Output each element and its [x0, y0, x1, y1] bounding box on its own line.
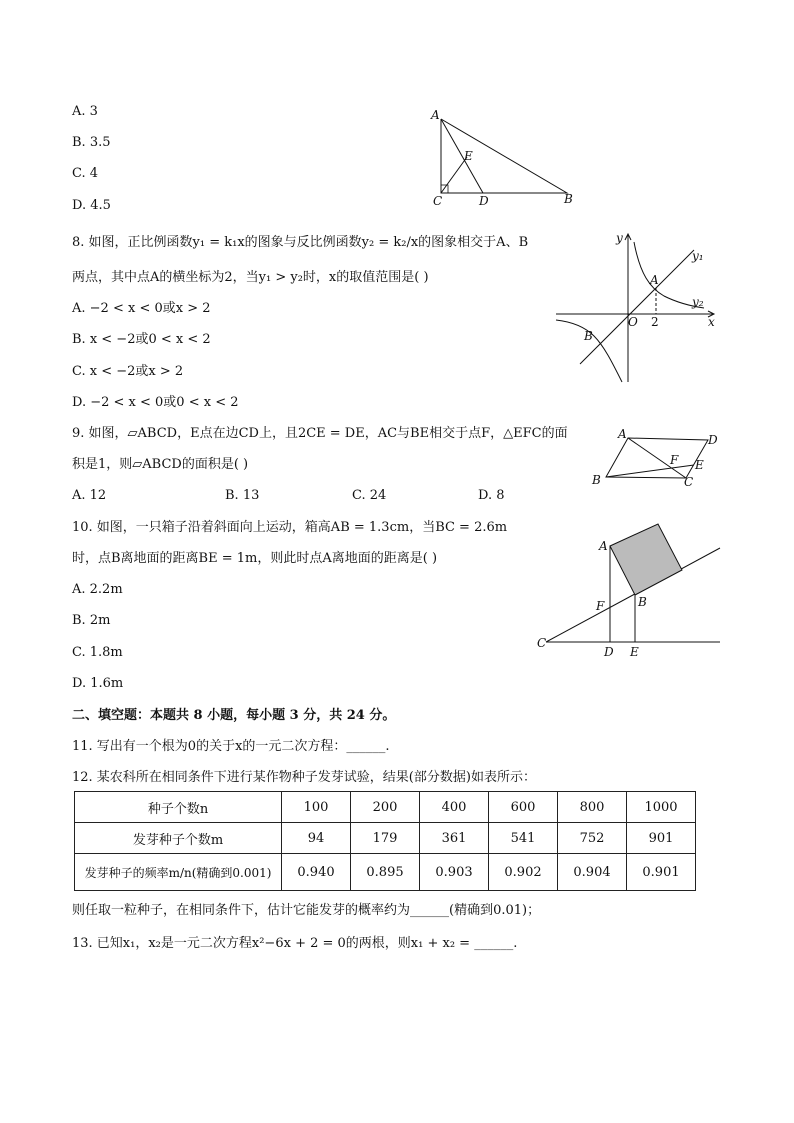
q10-slope-figure [532, 518, 722, 660]
q12-question: 则任取一粒种子，在相同条件下，估计它能发芽的概率约为______(精确到0.01)； [72, 903, 541, 918]
q12-stem: 12. 某农科所在相同条件下进行某作物种子发芽试验，结果(部分数据)如表所示： [72, 770, 536, 785]
table-cell: 901 [627, 823, 696, 854]
q10-option-b: B. 2m [72, 613, 111, 628]
q9-label-e: E [695, 458, 704, 472]
q9-label-d: D [708, 433, 718, 447]
table-cell: 800 [558, 792, 627, 823]
q7-label-a: A [431, 108, 440, 122]
q8-label-tick-2: 2 [651, 315, 659, 329]
q8-label-y2: y₂ [692, 295, 704, 309]
table-cell: 发芽种子个数m [75, 823, 282, 854]
q10-label-b: B [638, 595, 647, 609]
q8-axis-x-label: x [708, 315, 715, 329]
table-cell: 种子个数n [75, 792, 282, 823]
q9-option-d: D. 8 [478, 488, 505, 503]
q7-option-b: B. 3.5 [72, 135, 111, 150]
q7-triangle-figure [425, 105, 585, 210]
q10-label-c: C [537, 636, 547, 650]
q10-stem-line1: 10. 如图，一只箱子沿着斜面向上运动，箱高AB = 1.3cm，当BC = 2.6m [72, 520, 508, 535]
q8-label-origin: O [628, 315, 638, 329]
q8-label-b: B [584, 329, 593, 343]
q9-option-a: A. 12 [72, 488, 107, 503]
q10-label-d: D [604, 645, 614, 659]
q8-label-a: A [650, 273, 659, 287]
q9-stem-line2: 积是1，则▱ABCD的面积是( ) [72, 457, 249, 472]
q12-germination-table [74, 791, 696, 891]
q7-option-c: C. 4 [72, 166, 99, 181]
table-cell: 94 [282, 823, 351, 854]
q9-label-f: F [670, 453, 679, 467]
q7-label-e: E [464, 149, 473, 163]
q8-option-c: C. x < −2或x > 2 [72, 364, 184, 379]
table-cell: 0.903 [420, 854, 489, 891]
table-cell: 400 [420, 792, 489, 823]
q7-option-a: A. 3 [72, 104, 98, 119]
table-cell: 1000 [627, 792, 696, 823]
table-row [75, 823, 696, 854]
table-cell: 0.940 [282, 854, 351, 891]
q10-stem-line2: 时，点B离地面的距离BE = 1m，则此时点A离地面的距离是( ) [72, 551, 438, 566]
q8-axis-y-label: y [616, 231, 623, 245]
q9-label-c: C [684, 475, 694, 489]
table-cell: 179 [351, 823, 420, 854]
q9-label-b: B [592, 473, 601, 487]
q7-label-c: C [433, 194, 443, 208]
q10-label-a: A [599, 539, 608, 553]
q8-option-a: A. −2 < x < 0或x > 2 [72, 301, 211, 316]
table-cell: 0.902 [489, 854, 558, 891]
q9-option-c: C. 24 [352, 488, 387, 503]
q13-stem: 13. 已知x₁，x₂是一元二次方程x²−6x + 2 = 0的两根，则x₁ + x₂ = ______. [72, 936, 518, 951]
q9-option-b: B. 13 [225, 488, 260, 503]
table-row [75, 792, 696, 823]
table-cell: 发芽种子的频率m/n(精确到0.001) [75, 854, 282, 891]
q7-label-b: B [564, 192, 573, 206]
table-cell: 600 [489, 792, 558, 823]
q8-stem-line2: 两点，其中点A的横坐标为2，当y₁ > y₂时，x的取值范围是( ) [72, 270, 429, 285]
q9-parallelogram-figure [588, 426, 723, 490]
table-cell: 752 [558, 823, 627, 854]
q7-label-d: D [479, 194, 489, 208]
q10-option-d: D. 1.6m [72, 676, 124, 691]
table-cell: 541 [489, 823, 558, 854]
q8-option-d: D. −2 < x < 0或0 < x < 2 [72, 395, 239, 410]
q7-option-d: D. 4.5 [72, 198, 111, 213]
q8-function-graph [552, 226, 732, 386]
q10-option-c: C. 1.8m [72, 645, 123, 660]
table-cell: 0.895 [351, 854, 420, 891]
q8-label-y1: y₁ [692, 249, 704, 263]
table-row [75, 854, 696, 891]
table-cell: 0.904 [558, 854, 627, 891]
q9-stem-line1: 9. 如图，▱ABCD，E点在边CD上，且2CE = DE，AC与BE相交于点F，△EFC的面 [72, 426, 568, 441]
q10-label-e: E [630, 645, 639, 659]
q11-stem: 11. 写出有一个根为0的关于x的一元二次方程：______. [72, 739, 390, 754]
q8-option-b: B. x < −2或0 < x < 2 [72, 332, 211, 347]
table-cell: 200 [351, 792, 420, 823]
q10-option-a: A. 2.2m [72, 582, 123, 597]
table-cell: 361 [420, 823, 489, 854]
q9-label-a: A [618, 427, 627, 441]
section-2-heading: 二、填空题：本题共 8 小题，每小题 3 分，共 24 分。 [72, 708, 396, 723]
q10-label-f: F [596, 599, 605, 613]
table-cell: 0.901 [627, 854, 696, 891]
table-cell: 100 [282, 792, 351, 823]
q8-stem-line1: 8. 如图，正比例函数y₁ = k₁x的图象与反比例函数y₂ = k₂/x的图象相交于A、B [72, 235, 529, 250]
